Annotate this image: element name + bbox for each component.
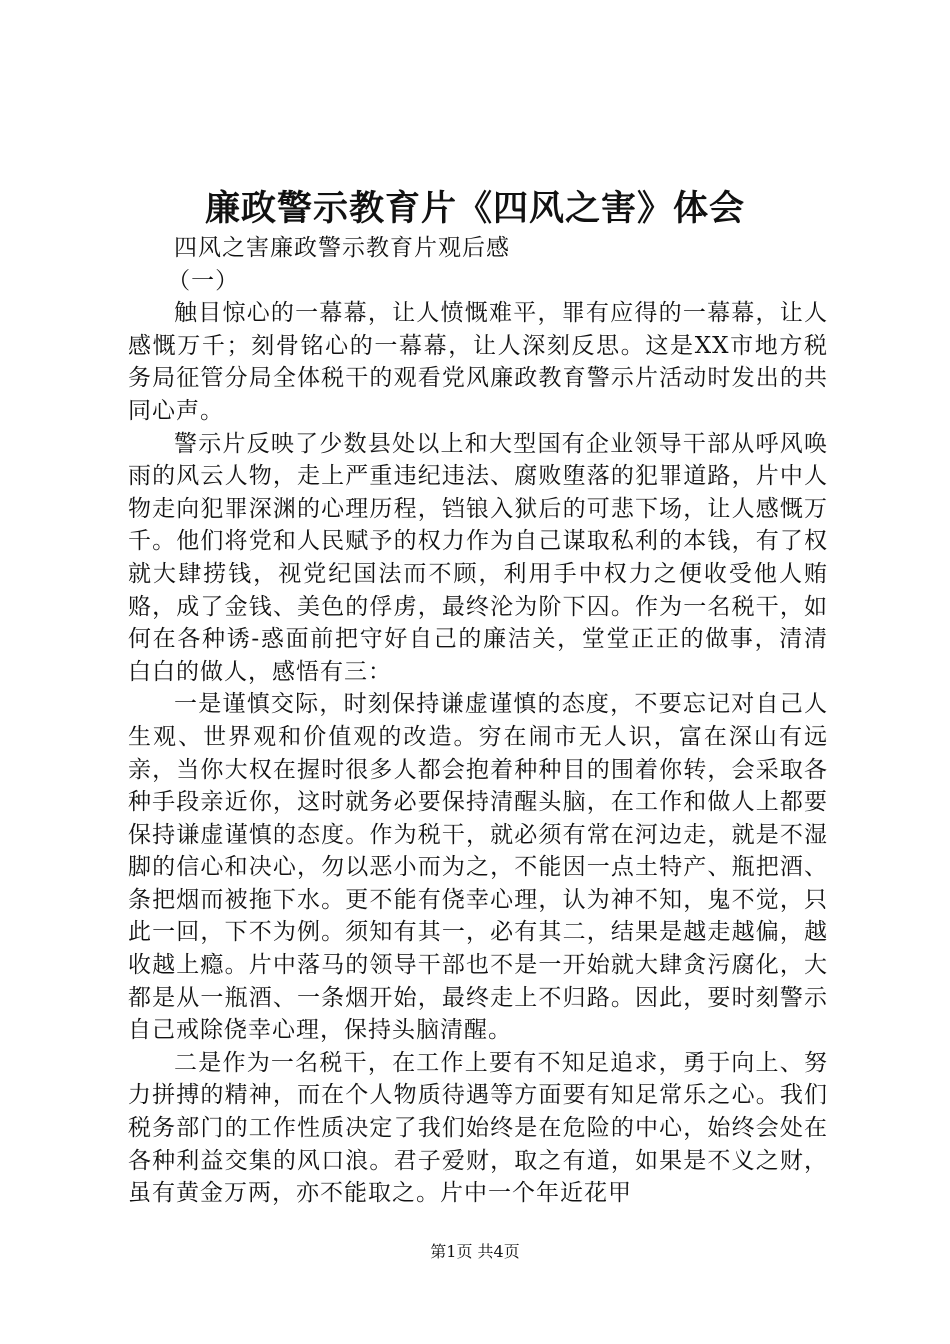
document-body: [128, 232, 828, 1210]
section-marker: （一）: [167, 267, 240, 294]
paragraph: 二是作为一名税干，在工作上要有不知足追求，勇于向上、努力拼搏的精神，而在个人物质待遇等方面要有知足常乐之心。我们税务部门的工作性质决定了我们始终是在危险的中心，始终会处在各种利益交集的风口浪。君子爱财，取之有道，如果是不义之财，虽有黄金万两，亦不能取之。片中一个年近花甲: [128, 1049, 828, 1207]
document-title: 廉政警示教育片《四风之害》体会: [204, 188, 745, 229]
document-subtitle: 四风之害廉政警示教育片观后感: [174, 235, 510, 261]
page-footer: 第1页 共4页: [430, 1242, 520, 1261]
paragraph: 警示片反映了少数县处以上和大型国有企业领导干部从呼风唤雨的风云人物，走上严重违纪违法、腐败堕落的犯罪道路，片中人物走向犯罪深渊的心理历程，铛锒入狱后的可悲下场，让人感慨万千。他们将党和人民赋予的权力作为自己谋取私利的本钱，有了权就大肆捞钱，视党纪国法而不顾，利用手中权力之便收受他人贿赂，成了金钱、美色的俘虏，最终沦为阶下囚。作为一名税干，如何在各种诱-惑面前把守好自己的廉洁关，堂堂正正的做事，清清白白的做人，感悟有三：: [128, 430, 828, 685]
paragraph: 触目惊心的一幕幕，让人愤慨难平，罪有应得的一幕幕，让人感慨万千；刻骨铭心的一幕幕，让人深刻反思。这是XX市地方税务局征管分局全体税干的观看党风廉政教育警示片活动时发出的共同心声。: [128, 300, 828, 424]
paragraph: 一是谨慎交际，时刻保持谦虚谨慎的态度，不要忘记对自己人生观、世界观和价值观的改造。穷在闹市无人识，富在深山有远亲，当你大权在握时很多人都会抱着种种目的围着你转，会采取各种手段亲近你，这时就务必要保持清醒头脑，在工作和做人上都要保持谦虚谨慎的态度。作为税干，就必须有常在河边走，就是不湿脚的信心和决心，勿以恶小而为之，不能因一点土特产、瓶把酒、条把烟而被拖下水。更不能有侥幸心理，认为神不知，鬼不觉，只此一回，下不为例。须知有其一，必有其二，结果是越走越偏，越收越上瘾。片中落马的领导干部也不是一开始就大肆贪污腐化，大都是从一瓶酒、一条烟开始，最终走上不归路。因此，要时刻警示自己戒除侥幸心理，保持头脑清醒。: [128, 691, 828, 1044]
